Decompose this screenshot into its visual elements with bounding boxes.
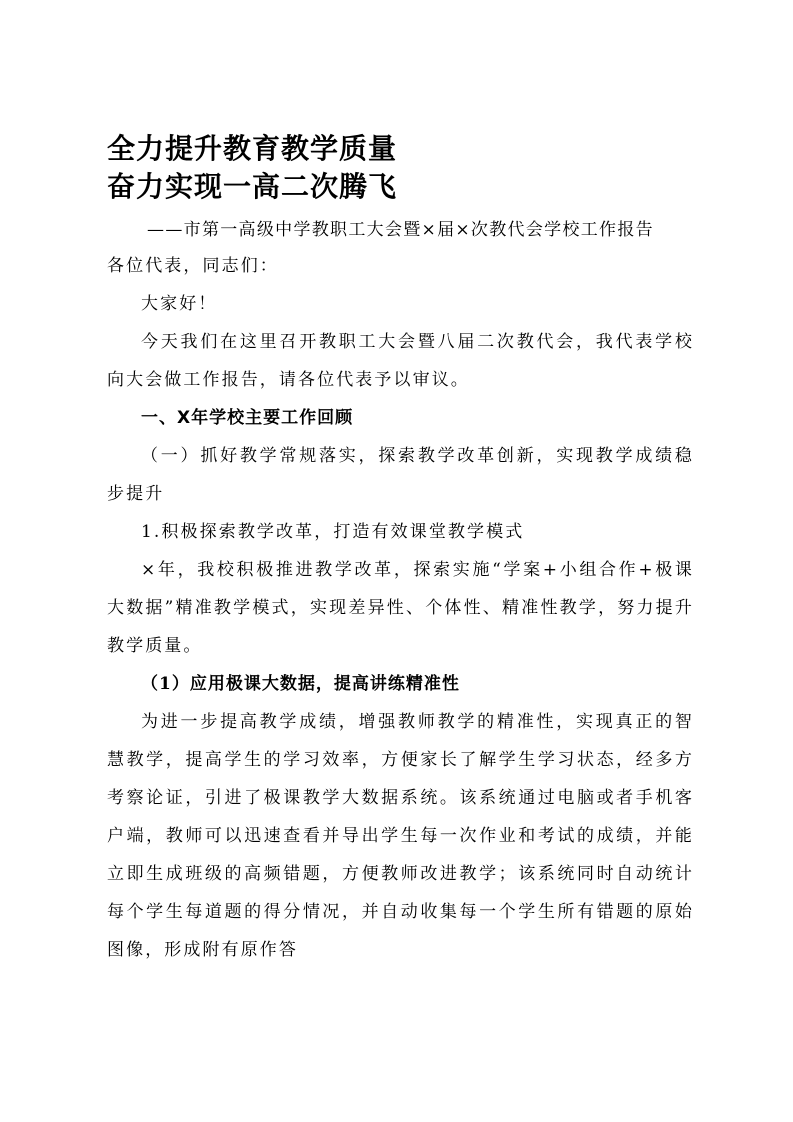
item-heading-1: 1.积极探索教学改革，打造有效课堂教学模式 [141,522,525,542]
salutation: 各位代表，同志们： [107,256,279,276]
sub-item-body-1: 为进一步提高教学成绩，增强教师教学的精准性，实现真正的智慧教学，提高学生的学习效率，方便家长了解学生学习状态，经多方考察论证，引进了极课教学大数据系统。该系统通过电脑或者手机客户端，教师可以迅速查看并导出学生每一次作业和考试的成绩，并能立即生成班级的高频错题，方便教师改进教学；该系统同时自动统计每个学生每道题的得分情况，并自动收集每一个学生所有错题的原始图像，形成附有原作答 [107,712,694,960]
item-body-1: ×年，我校积极推进教学改革，探索实施“学案+小组合作+极课大数据”精准教学模式，实现差异性、个体性、精准性教学，努力提升教学质量。 [107,560,694,656]
title-line-2: 奋力实现一高二次腾飞 [107,170,398,203]
subtitle: ——市第一高级中学教职工大会暨×届×次教代会学校工作报告 [147,220,654,240]
section-heading-1: 一、X年学校主要工作回顾 [141,408,354,428]
intro-paragraph: 今天我们在这里召开教职工大会暨八届二次教代会，我代表学校向大会做工作报告，请各位代表予以审议。 [107,332,694,390]
greeting: 大家好！ [141,294,218,314]
document-page [107,132,694,969]
title-line-1: 全力提升教育教学质量 [107,132,398,165]
subsection-heading-1: （一）抓好教学常规落实，探索教学改革创新，实现教学成绩稳步提升 [107,446,694,504]
sub-item-heading-1: （1）应用极课大数据，提高讲练精准性 [141,674,460,694]
